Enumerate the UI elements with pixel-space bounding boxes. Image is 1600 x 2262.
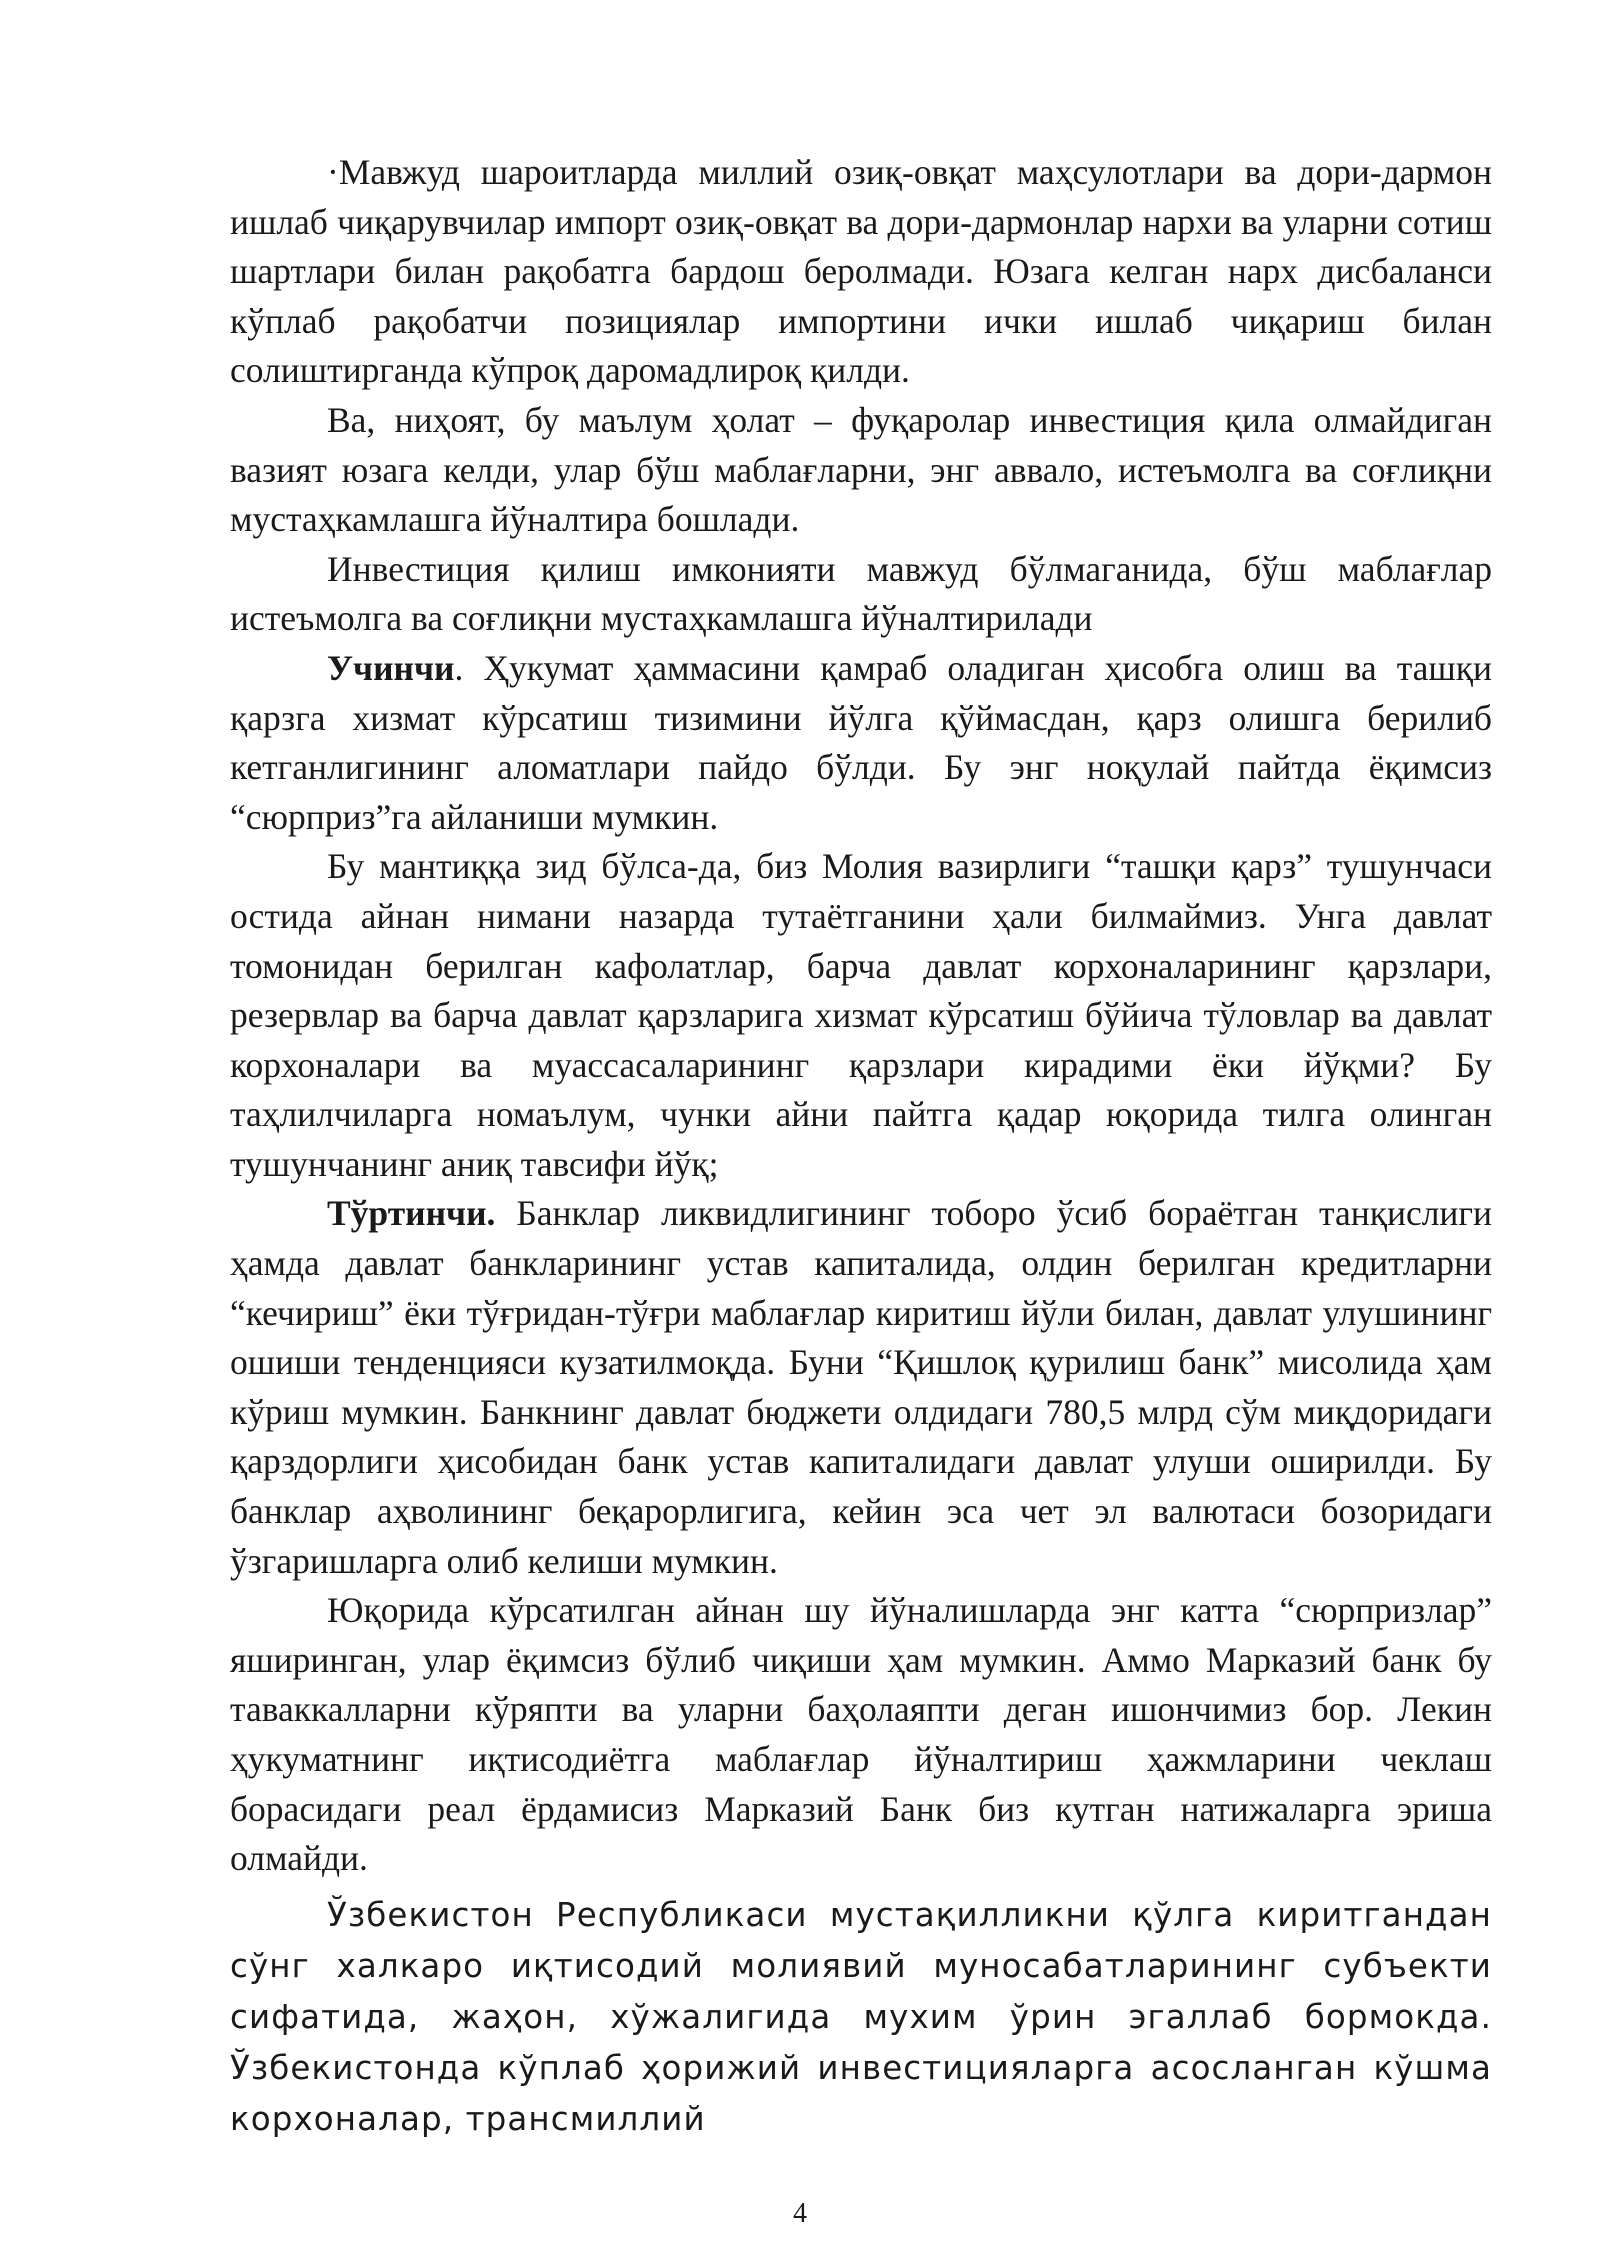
paragraph: Ўзбекистон Республикаси мустақилликни қўлга киритгандан сўнг халкаро иқтисодий молиявий муносабатларининг субъекти сифатида, жаҳон, хўжалигида мухим ўрин эгаллаб бормокда. Ўзбекистонда кўплаб ҳорижий инвестицияларга асосланган кўшма корхоналар, трансмиллий	[230, 1895, 1492, 2138]
paragraph-text: Банклар ликвидлигининг тоборо ўсиб бораётган танқислиги ҳамда давлат банкларининг устав капиталида, олдин берилган кредитларни “кечириш” ёки тўғридан-тўғри маблағлар киритиш йўли билан, давлат улушининг ошиши тенденцияси кузатилмоқда. Буни “Қишлоқ қурилиш банк” мисолида ҳам кўриш мумкин. Банкнинг давлат бюджети олдидаги 780,5 млрд сўм миқдоридаги қарздорлиги ҳисобидан банк устав капиталидаги давлат улуши оширилди. Бу банклар аҳволининг беқарорлигига, кейин эса чет эл валютаси бозоридаги ўзгаришларга олиб келиши мумкин.	[230, 1193, 1492, 1581]
paragraph	[230, 644, 1492, 842]
paragraph: Инвестиция қилиш имконияти мавжуд бўлмаганида, бўш маблағлар истеъмолга ва соғлиқни мустаҳкамлашга йўналтирилади	[230, 548, 1492, 639]
paragraph: Юқорида кўрсатилган айнан шу йўналишларда энг катта “сюрпризлар” яширинган, улар ёқимсиз бўлиб чиқиши ҳам мумкин. Аммо Марказий банк бу таваккалларни кўряпти ва уларни баҳолаяпти деган ишончимиз бор. Лекин ҳукуматнинг иқтисодиётга маблағлар йўналтириш ҳажмларини чеклаш борасидаги реал ёрдамисиз Марказий Банк биз кутган натижаларга эриша олмайди.	[230, 1590, 1492, 1879]
paragraph-lead: Тўртинчи.	[327, 1193, 496, 1234]
paragraph: Бу мантиққа зид бўлса-да, биз Молия вазирлиги “ташқи қарз” тушунчаси остида айнан нимани назарда тутаётганини ҳали билмаймиз. Унга давлат томонидан берилган кафолатлар, барча давлат корхоналарининг қарзлари, резервлар ва барча давлат қарзларига хизмат кўрсатиш бўйича тўловлар ва давлат корхоналари ва муассасаларининг қарзлари кирадими ёки йўқми? Бу таҳлилчиларга номаълум, чунки айни пайтга қадар юқорида тилга олинган тушунчанинг аниқ тавсифи йўқ;	[230, 846, 1492, 1184]
document-body	[230, 148, 1492, 2145]
paragraph-lead: Учинчи	[327, 647, 455, 688]
paragraph: ·Мавжуд шароитларда миллий озиқ-овқат маҳсулотлари ва дори-дармон ишлаб чиқарувчилар импорт озиқ-овқат ва дори-дармонлар нархи ва уларни сотиш шартлари билан рақобатга бардош беролмади. Юзага келган нарх дисбаланси кўплаб рақобатчи позициялар импортини ички ишлаб чиқариш билан солиштирганда кўпроқ даромадлироқ қилди.	[230, 152, 1492, 391]
paragraph: Ва, ниҳоят, бу маълум ҳолат – фуқаролар инвестиция қила олмайдиган вазият юзага келди, улар бўш маблағларни, энг аввало, истеъмолга ва соғлиқни мустаҳкамлашга йўналтира бошлади.	[230, 399, 1492, 540]
paragraph	[230, 1189, 1492, 1586]
paragraph-text: . Ҳукумат ҳаммасини қамраб оладиган ҳисобга олиш ва ташқи қарзга хизмат кўрсатиш тизимини йўлга қўймасдан, қарз олишга берилиб кетганлигининг аломатлари пайдо бўлди. Бу энг ноқулай пайтда ёқимсиз “сюрприз”га айланиши мумкин.	[230, 647, 1492, 837]
page-number: 4	[793, 2198, 807, 2229]
